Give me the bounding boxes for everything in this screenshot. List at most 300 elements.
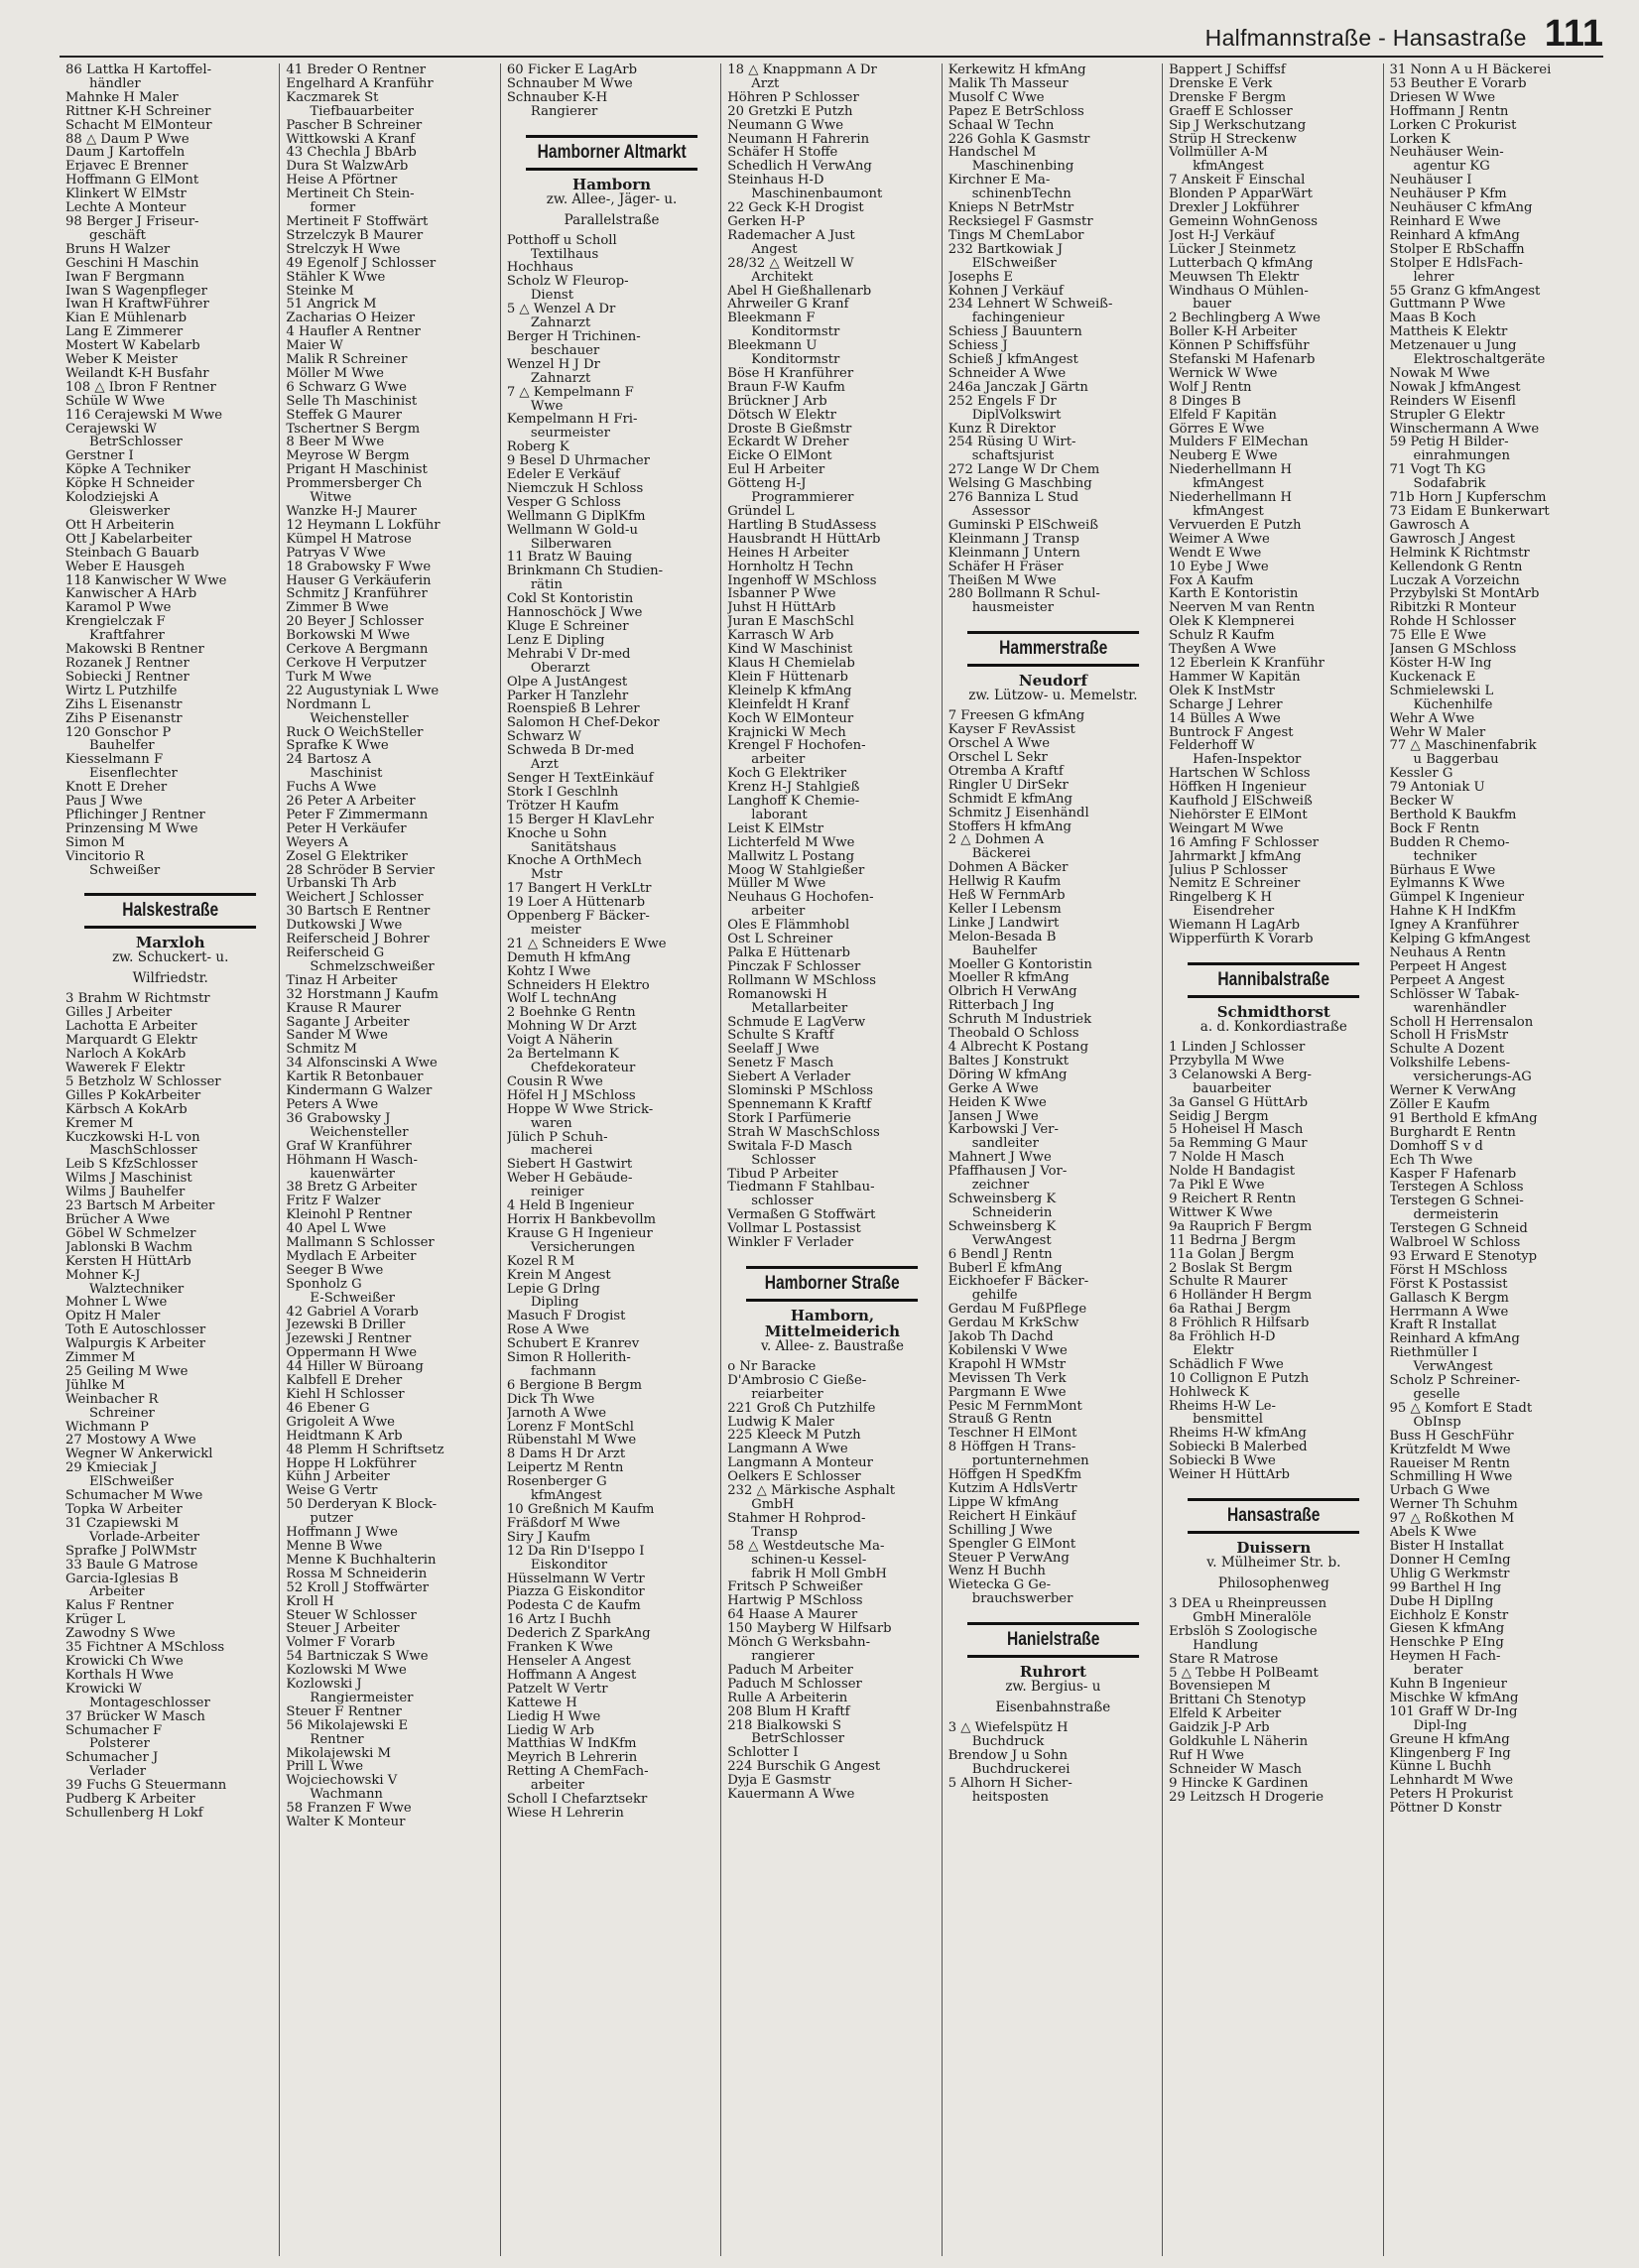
resident-entry: Paduch M Arbeiter xyxy=(727,1663,853,1678)
resident-entry: 276 Banniza L Stud xyxy=(947,491,1079,505)
resident-entry: Vermaßen G Stoffwärt xyxy=(727,1208,876,1223)
resident-entry: 79 Antoniak U xyxy=(1389,781,1485,796)
resident-entry: 252 Engels F Dr xyxy=(947,394,1057,409)
entry-continuation: Eisendreher xyxy=(1193,905,1275,920)
resident-entry: Schäfer H Fräser xyxy=(947,560,1064,574)
resident-entry: 3 Brahm W Richtmstr xyxy=(65,992,210,1007)
entry-continuation: rangierer xyxy=(751,1649,815,1664)
resident-entry: Wolf J Rentn xyxy=(1169,380,1252,395)
entry-continuation: beschauer xyxy=(530,343,600,358)
resident-entry: 77 △ Maschinenfabrik xyxy=(1389,739,1537,754)
resident-entry: 27 Mostowy A Wwe xyxy=(65,1434,196,1449)
resident-entry: Graf W Kranführer xyxy=(286,1139,412,1154)
resident-entry: Schmitz J Kranführer xyxy=(286,587,428,602)
entry-continuation: laborant xyxy=(751,808,808,822)
resident-entry: Steuer F Rentner xyxy=(286,1704,402,1719)
resident-entry: Walbroel W Schloss xyxy=(1389,1236,1521,1250)
street-section xyxy=(727,1266,937,1354)
resident-entry: o Nr Baracke xyxy=(727,1359,817,1374)
resident-entry: Terstegen G Schnei- xyxy=(1389,1195,1524,1209)
resident-entry: 232 △ Märkische Asphalt xyxy=(727,1484,896,1498)
resident-entry: Potthoff u Scholl xyxy=(506,233,617,248)
resident-entry: Heymen H Fach- xyxy=(1389,1650,1501,1665)
entry-continuation: VerwAngest xyxy=(1413,1360,1493,1375)
resident-entry: Weilandt K-H Busfahr xyxy=(65,366,209,381)
entry-continuation: arbeiter xyxy=(530,1779,584,1794)
resident-entry: Schmidt E kfmAng xyxy=(947,792,1072,807)
resident-entry: Steffek G Maurer xyxy=(286,408,402,423)
resident-entry: Wanzke H-J Maurer xyxy=(286,505,417,519)
resident-entry: Stahmer H Rohprod- xyxy=(727,1511,866,1526)
entry-continuation: sandleiter xyxy=(971,1137,1039,1152)
resident-entry: Zöller E Kaufm xyxy=(1389,1097,1490,1112)
resident-entry: Kohtz I Wwe xyxy=(506,964,591,979)
resident-entry: 20 Gretzki E Putzh xyxy=(727,104,853,119)
resident-entry: 33 Baule G Matrose xyxy=(65,1558,198,1573)
resident-entry: 28 Schröder B Servier xyxy=(286,863,436,878)
entry-continuation: Polsterer xyxy=(89,1737,150,1752)
resident-entry: Weiner H HüttArb xyxy=(1169,1468,1290,1482)
resident-entry: Strupler G Elektr xyxy=(1389,408,1505,423)
entry-continuation: VerwAngest xyxy=(971,1233,1052,1248)
resident-entry: Scholz W Fleurop- xyxy=(506,275,629,290)
resident-entry: Schlotter I xyxy=(727,1746,799,1761)
resident-entry: Geschini H Maschin xyxy=(65,256,199,271)
resident-entry: 116 Cerajewski M Wwe xyxy=(65,408,223,423)
resident-entry: Sobiecki B Wwe xyxy=(1169,1454,1276,1469)
resident-entry: Patryas V Wwe xyxy=(286,546,386,561)
resident-entry: Nordmann L xyxy=(286,697,370,712)
entry-continuation: Dipl-Ing xyxy=(1413,1718,1467,1733)
resident-entry: Kolodziejski A xyxy=(65,491,159,505)
resident-entry: Prigant H Maschinist xyxy=(286,463,428,478)
resident-entry: Sponholz G xyxy=(286,1277,362,1292)
resident-entry: Oppermann H Wwe xyxy=(286,1346,418,1361)
resident-entry: Hausbrandt H HüttArb xyxy=(727,532,881,547)
resident-entry: Greune H kfmAng xyxy=(1389,1732,1510,1747)
district-name: Hamborn xyxy=(572,175,652,193)
entry-continuation: Zahnarzt xyxy=(530,371,591,386)
resident-entry: D'Ambrosio C Gieße- xyxy=(727,1373,867,1388)
resident-entry: Kindermann G Walzer xyxy=(286,1084,433,1098)
entry-continuation: Textilhaus xyxy=(530,247,599,262)
resident-entry: 8 Dams H Dr Arzt xyxy=(506,1448,626,1462)
resident-entry: Turk M Wwe xyxy=(286,670,372,685)
resident-entry: 7 △ Kempelmann F xyxy=(506,385,634,400)
resident-entry: Prill L Wwe xyxy=(286,1760,364,1775)
entry-continuation: schinen-u Kessel- xyxy=(751,1553,867,1568)
resident-entry: Ruck O WeichSteller xyxy=(286,725,424,740)
resident-entry: Malik Th Masseur xyxy=(947,76,1069,91)
resident-entry: Bleekmann F xyxy=(727,312,816,326)
resident-entry: 5 △ Wenzel A Dr xyxy=(506,303,616,317)
resident-entry: 40 Apel L Wwe xyxy=(286,1222,387,1237)
resident-entry: Marquardt G Elektr xyxy=(65,1034,197,1049)
resident-entry: 9 Besel D Uhrmacher xyxy=(506,454,650,469)
resident-entry: Reinders W Eisenfl xyxy=(1389,394,1516,409)
resident-entry: Schumacher F xyxy=(65,1723,163,1738)
resident-entry: 86 Lattka H Kartoffel- xyxy=(65,63,212,77)
street-heading: Halskestraße xyxy=(84,893,256,929)
resident-entry: Helmink K Richtmstr xyxy=(1389,546,1530,561)
resident-entry: Lutterbach Q kfmAng xyxy=(1169,256,1314,271)
resident-entry: Karamol P Wwe xyxy=(65,601,172,616)
resident-entry: Cerajewski W xyxy=(65,422,157,437)
resident-entry: Senger H TextEinkäuf xyxy=(506,771,654,786)
resident-entry: Vincitorio R xyxy=(65,849,145,864)
resident-entry: Prommersberger Ch xyxy=(286,477,423,492)
resident-entry: Mulders F ElMechan xyxy=(1169,436,1309,450)
resident-entry: 17 Bangert H VerkLtr xyxy=(506,882,652,897)
resident-entry: Schaal W Techn xyxy=(947,118,1055,133)
entry-continuation: brauchswerber xyxy=(971,1592,1073,1607)
resident-entry: Weyers A xyxy=(286,835,348,850)
entry-continuation: Tiefbauarbeiter xyxy=(310,104,414,119)
entry-continuation: heitsposten xyxy=(971,1790,1050,1805)
resident-entry: Rossa M Schneiderin xyxy=(286,1567,428,1581)
resident-entry: Pudberg K Arbeiter xyxy=(65,1793,195,1807)
resident-entry: Kleinfeldt H Kranf xyxy=(727,697,849,712)
resident-entry: Vesper G Schloss xyxy=(506,495,621,510)
resident-entry: 2 Bechlingberg A Wwe xyxy=(1169,312,1321,326)
resident-entry: Höfel H J MSchloss xyxy=(506,1088,636,1103)
resident-entry: Metzenauer u Jung xyxy=(1389,339,1517,354)
resident-entry: Weise G Vertr xyxy=(286,1484,378,1499)
resident-entry: 3 Celanowski A Berg- xyxy=(1169,1068,1312,1082)
resident-entry: Melon-Besada B xyxy=(947,930,1057,945)
resident-entry: Krein M Angest xyxy=(506,1268,611,1283)
resident-entry: Olbrich H VerwAng xyxy=(947,985,1077,1000)
resident-entry: Abel H Gießhallenarb xyxy=(727,284,872,299)
resident-entry: 16 Artz I Buchh xyxy=(506,1613,612,1628)
resident-entry: Zimmer M xyxy=(65,1351,136,1365)
resident-entry: 21 △ Schneiders E Wwe xyxy=(506,937,667,951)
resident-entry: Burghardt E Rentn xyxy=(1389,1125,1516,1140)
directory-column xyxy=(60,63,280,2256)
resident-entry: Pinczak F Schlosser xyxy=(727,959,861,974)
entry-continuation: Arzt xyxy=(751,76,780,91)
resident-entry: Kartik R Betonbauer xyxy=(286,1071,424,1085)
entry-continuation: Maschinenbing xyxy=(971,160,1074,175)
street-range: Halfmannstraße - Hansastraße xyxy=(1204,25,1527,51)
resident-entry: 25 Geiling M Wwe xyxy=(65,1364,189,1379)
resident-entry: Buntrock F Angest xyxy=(1169,725,1294,740)
entry-continuation: kauenwärter xyxy=(310,1167,395,1182)
resident-entry: 108 △ Ibron F Rentner xyxy=(65,380,216,395)
resident-entry: Schulz R Kaufm xyxy=(1169,629,1275,644)
resident-entry: 11 Bedrna J Bergm xyxy=(1169,1233,1297,1248)
resident-entry: Siebert H Gastwirt xyxy=(506,1158,633,1173)
resident-entry: 49 Egenolf J Schlosser xyxy=(286,256,437,271)
resident-entry: Pesic M FernmMont xyxy=(947,1399,1082,1414)
resident-entry: Moeller G Kontoristin xyxy=(947,957,1092,972)
resident-entry: Kauermann A Wwe xyxy=(727,1788,855,1802)
resident-entry: Schubert E Kranrev xyxy=(506,1337,640,1352)
resident-entry: Abels K Wwe xyxy=(1389,1526,1477,1540)
street-range-note: Philosophenweg xyxy=(1217,1575,1329,1591)
entry-continuation: Küchenhilfe xyxy=(1413,697,1493,712)
resident-entry: Scholl H FrisMstr xyxy=(1389,1029,1509,1044)
resident-entry: Eckardt W Dreher xyxy=(727,436,849,450)
resident-entry: Kümpel H Matrose xyxy=(286,532,412,547)
resident-entry: Rittner K-H Schreiner xyxy=(65,104,211,119)
resident-entry: Stoffers H kfmAng xyxy=(947,819,1072,834)
entry-continuation: Transp xyxy=(751,1525,798,1540)
resident-entry: Mikolajewski M xyxy=(286,1746,392,1761)
resident-entry: Hornholtz H Techn xyxy=(727,560,854,574)
resident-entry: Lorken K xyxy=(1389,132,1450,147)
resident-entry: Schnauber M Wwe xyxy=(506,76,633,91)
resident-entry: Neerven M van Rentn xyxy=(1169,601,1316,616)
district-name: Marxloh xyxy=(135,934,205,952)
resident-entry: Nolde H Bandagist xyxy=(1169,1165,1296,1180)
resident-entry: Iwan H KraftwFührer xyxy=(65,298,209,313)
entry-continuation: Schweißer xyxy=(89,863,161,878)
street-section xyxy=(948,1622,1158,1715)
resident-entry: Iwan F Bergmann xyxy=(65,270,185,285)
entry-continuation: Angest xyxy=(751,242,798,257)
resident-entry: Vervuerden E Putzh xyxy=(1169,518,1302,533)
resident-entry: 71b Horn J Kupferschm xyxy=(1389,491,1547,505)
resident-entry: Krengielczak F xyxy=(65,615,166,630)
resident-entry: Pöttner D Konstr xyxy=(1389,1802,1502,1817)
resident-entry: Ludwig K Maler xyxy=(727,1415,834,1430)
resident-entry: 22 Augustyniak L Wwe xyxy=(286,684,440,698)
resident-entry: Jost H-J Verkäuf xyxy=(1169,228,1275,243)
resident-entry: Müller M Wwe xyxy=(727,877,826,892)
resident-entry: Gerke A Wwe xyxy=(947,1081,1039,1096)
resident-entry: Lorenz F MontSchl xyxy=(506,1420,634,1435)
resident-entry: Wojciechowski V xyxy=(286,1774,398,1789)
street-range-note: zw. Allee-, Jäger- u. xyxy=(546,190,678,207)
resident-entry: Schweinsberg K xyxy=(947,1219,1057,1234)
resident-entry: Schweda B Dr-med xyxy=(506,744,635,759)
resident-entry: 10 Collignon E Putzh xyxy=(1169,1371,1310,1386)
resident-entry: Kayser F RevAssist xyxy=(947,723,1075,738)
resident-entry: Stolper E RbSchaffn xyxy=(1389,242,1525,257)
resident-entry: Ott J Kabelarbeiter xyxy=(65,532,192,547)
resident-entry: Knieps N BetrMstr xyxy=(947,201,1074,215)
resident-entry: Seelaff J Wwe xyxy=(727,1043,820,1058)
entry-continuation: reiarbeiter xyxy=(751,1387,823,1402)
resident-entry: Leib S KfzSchlosser xyxy=(65,1158,198,1173)
street-range-note: a. d. Konkordiastraße xyxy=(1199,1019,1347,1035)
resident-entry: 226 Gohla K Gasmstr xyxy=(947,132,1090,147)
resident-entry: 71 Vogt Th KG xyxy=(1389,463,1486,478)
resident-entry: Retting A ChemFach- xyxy=(506,1765,649,1780)
resident-entry: Kasper F Hafenarb xyxy=(1389,1167,1517,1182)
entry-continuation: Versicherungen xyxy=(530,1240,635,1255)
resident-entry: Strüp H Streckenw xyxy=(1169,132,1297,147)
resident-entry: Lorken C Prokurist xyxy=(1389,118,1517,133)
resident-entry: Sagante J Arbeiter xyxy=(286,1015,410,1030)
resident-entry: Domhoff S v d xyxy=(1389,1139,1483,1154)
resident-entry: Leipertz M Rentn xyxy=(506,1461,624,1476)
resident-entry: 39 Fuchs G Steuermann xyxy=(65,1779,227,1794)
entry-continuation: Architekt xyxy=(751,270,814,285)
resident-entry: Seidig J Bergm xyxy=(1169,1109,1269,1124)
resident-entry: Drexler J Lokführer xyxy=(1169,201,1300,215)
resident-entry: Ritterbach J Ing xyxy=(947,999,1055,1014)
resident-entry: Becker W xyxy=(1389,795,1454,809)
resident-entry: 254 Rüsing U Wirt- xyxy=(947,436,1076,450)
resident-entry: Wehr W Maler xyxy=(1389,725,1486,740)
resident-entry: Scharge J Lehrer xyxy=(1169,697,1283,712)
resident-entry: Höffken H Ingenieur xyxy=(1169,781,1307,796)
resident-entry: Niederhellmann H xyxy=(1169,491,1292,505)
resident-entry: 97 △ Roßkothen M xyxy=(1389,1512,1515,1527)
resident-entry: Malik R Schreiner xyxy=(286,353,408,367)
street-range-note: Wilfriedstr. xyxy=(132,970,208,987)
entry-continuation: Handlung xyxy=(1193,1638,1259,1653)
resident-entry: Hüsselmann W Vertr xyxy=(506,1572,645,1586)
resident-entry: Steinbach G Bauarb xyxy=(65,546,199,561)
resident-entry: Terstegen G Schneid xyxy=(1389,1222,1528,1237)
resident-entry: 15 Berger H KlavLehr xyxy=(506,813,654,827)
resident-entry: Voigt A Näherin xyxy=(506,1034,613,1049)
resident-entry: Terstegen A Schloss xyxy=(1389,1181,1524,1196)
resident-entry: Eicke O ElMont xyxy=(727,449,832,464)
street-range-note: Parallelstraße xyxy=(564,211,660,228)
street-heading: Hamborner Straße xyxy=(746,1266,918,1302)
resident-entry: Rohde H Schlosser xyxy=(1389,615,1516,630)
resident-entry: Seeger B Wwe xyxy=(286,1263,384,1278)
resident-entry: Schmitz J Eisenhändl xyxy=(947,806,1089,820)
resident-entry: Ruf H Wwe xyxy=(1169,1748,1244,1763)
resident-entry: Dohmen A Bäcker xyxy=(947,861,1069,876)
resident-entry: Sip J Werkschutzang xyxy=(1169,118,1307,133)
entry-continuation: fabrik H Moll GmbH xyxy=(751,1567,887,1581)
entry-continuation: putzer xyxy=(310,1512,353,1527)
resident-entry: Iwan S Wagenpfleger xyxy=(65,284,207,299)
resident-entry: Kluge E Schreiner xyxy=(506,620,629,634)
resident-entry: Neumann G Wwe xyxy=(727,118,844,133)
resident-entry: 280 Bollmann R Schul- xyxy=(947,587,1100,602)
resident-entry: Cerkove A Bergmann xyxy=(286,643,429,657)
resident-entry: Neuhäuser I xyxy=(1389,174,1472,189)
entry-continuation: kfmAngest xyxy=(530,1489,602,1503)
resident-entry: Gilles P KokArbeiter xyxy=(65,1088,201,1103)
resident-entry: 7 Freesen G kfmAng xyxy=(947,709,1085,724)
entry-continuation: schaftsjurist xyxy=(971,449,1055,464)
resident-entry: Bister H Installat xyxy=(1389,1539,1504,1554)
resident-entry: Ech Th Wwe xyxy=(1389,1153,1473,1168)
resident-entry: Först K Postassist xyxy=(1389,1277,1508,1292)
resident-entry: 54 Bartniczak S Wwe xyxy=(286,1650,429,1665)
resident-entry: 9 Hincke K Gardinen xyxy=(1169,1776,1309,1791)
resident-entry: Przybylski St MontArb xyxy=(1389,587,1540,602)
resident-entry: Gilles J Arbeiter xyxy=(65,1006,173,1021)
resident-entry: Jezewski B Driller xyxy=(286,1319,406,1333)
resident-entry: Niemczuk H Schloss xyxy=(506,481,644,496)
resident-entry: Nowak M Wwe xyxy=(1389,366,1490,381)
resident-entry: Göbel W Schmelzer xyxy=(65,1226,196,1241)
resident-entry: 59 Petig H Bilder- xyxy=(1389,436,1509,450)
resident-entry: Dura St WalzwArb xyxy=(286,160,409,175)
entry-continuation: Hafen-Inspektor xyxy=(1193,753,1302,768)
resident-entry: Jahrmarkt J kfmAng xyxy=(1169,849,1302,864)
resident-entry: Elfeld F Kapitän xyxy=(1169,408,1277,423)
resident-entry: Peters A Wwe xyxy=(286,1097,379,1112)
resident-entry: Eickhoefer F Bäcker- xyxy=(947,1275,1089,1290)
resident-entry: Przybylla M Wwe xyxy=(1169,1054,1285,1069)
entry-continuation: bensmittel xyxy=(1193,1413,1263,1428)
resident-entry: 30 Bartsch E Rentner xyxy=(286,905,431,920)
resident-entry: Steuer W Schlosser xyxy=(286,1608,417,1623)
resident-entry: Masuch F Drogist xyxy=(506,1310,626,1324)
resident-entry: Hartling B StudAssess xyxy=(727,518,877,533)
resident-entry: Weichert J Schlosser xyxy=(286,891,424,906)
resident-entry: Wirtz L Putzhilfe xyxy=(65,684,178,698)
entry-continuation: agentur KG xyxy=(1413,160,1490,175)
resident-entry: 88 △ Daum P Wwe xyxy=(65,132,189,147)
resident-entry: Graeff E Schlosser xyxy=(1169,104,1293,119)
resident-entry: Vollmüller A-M xyxy=(1169,146,1269,161)
resident-entry: Werner Th Schuhm xyxy=(1389,1498,1518,1513)
entry-continuation: Konditormstr xyxy=(751,353,840,367)
resident-entry: 2 △ Dohmen A xyxy=(947,833,1045,848)
resident-entry: 8 Dinges B xyxy=(1169,394,1241,409)
resident-entry: Dötsch W Elektr xyxy=(727,408,836,423)
resident-entry: Schruth M Industriek xyxy=(947,1013,1092,1028)
resident-entry: Wernick W Wwe xyxy=(1169,366,1278,381)
resident-entry: Neuhäuser C kfmAng xyxy=(1389,201,1533,215)
resident-entry: Gerstner I xyxy=(65,449,134,464)
resident-entry: Juran E MaschSchl xyxy=(727,615,854,630)
resident-entry: Wendt E Wwe xyxy=(1169,546,1262,561)
resident-entry: Krenz H-J Stahlgieß xyxy=(727,781,860,796)
resident-entry: Kleinohl P Rentner xyxy=(286,1208,413,1223)
resident-entry: Blonden P ApparWärt xyxy=(1169,188,1313,202)
directory-column xyxy=(943,63,1163,2256)
resident-entry: Hannoschöck J Wwe xyxy=(506,606,643,620)
resident-entry: 28/32 △ Weitzell W xyxy=(727,256,854,271)
resident-entry: Moog W Stahlgießer xyxy=(727,863,865,878)
resident-entry: Ott H Arbeiterin xyxy=(65,518,175,533)
resident-entry: Perpeet H Angest xyxy=(1389,959,1507,974)
resident-entry: Kraft R Installat xyxy=(1389,1319,1497,1333)
resident-entry: Gawrosch A xyxy=(1389,518,1469,533)
entry-continuation: lehrer xyxy=(1413,270,1454,285)
entry-continuation: Weichensteller xyxy=(310,1125,409,1140)
resident-entry: Luczak A Vorzeichn xyxy=(1389,573,1520,588)
resident-entry: Zosel G Elektriker xyxy=(286,849,408,864)
directory-column xyxy=(1384,63,1603,2256)
resident-entry: 44 Hiller W Büroang xyxy=(286,1360,424,1375)
resident-entry: Franken K Wwe xyxy=(506,1641,613,1655)
resident-entry: 2 Boslak St Bergm xyxy=(1169,1261,1293,1276)
resident-entry: Berthold K Baukfm xyxy=(1389,808,1517,822)
resident-entry: Schneider W Masch xyxy=(1169,1762,1303,1777)
resident-entry: Schulte S Kraftf xyxy=(727,1029,834,1044)
resident-entry: 4 Held B Ingenieur xyxy=(506,1199,634,1213)
entry-continuation: Elektroschaltgeräte xyxy=(1413,353,1546,367)
resident-entry: Eylmanns K Wwe xyxy=(1389,877,1505,892)
resident-entry: Krapohl H WMstr xyxy=(947,1357,1067,1372)
resident-entry: Felderhoff W xyxy=(1169,739,1255,754)
resident-entry: Neuhäuser Wein- xyxy=(1389,146,1504,161)
resident-entry: Liedig H Wwe xyxy=(506,1709,601,1724)
entry-continuation: Schneiderin xyxy=(971,1205,1053,1220)
resident-entry: 224 Burschik G Angest xyxy=(727,1760,881,1775)
resident-entry: 99 Barthel H Ing xyxy=(1389,1580,1502,1595)
entry-continuation: Schlosser xyxy=(751,1153,816,1168)
resident-entry: Henseler A Angest xyxy=(506,1654,631,1669)
resident-entry: Maier W xyxy=(286,339,343,354)
entry-continuation: BetrSchlosser xyxy=(751,1732,845,1747)
entry-continuation: Gleiswerker xyxy=(89,505,171,519)
directory-columns xyxy=(60,63,1603,2256)
